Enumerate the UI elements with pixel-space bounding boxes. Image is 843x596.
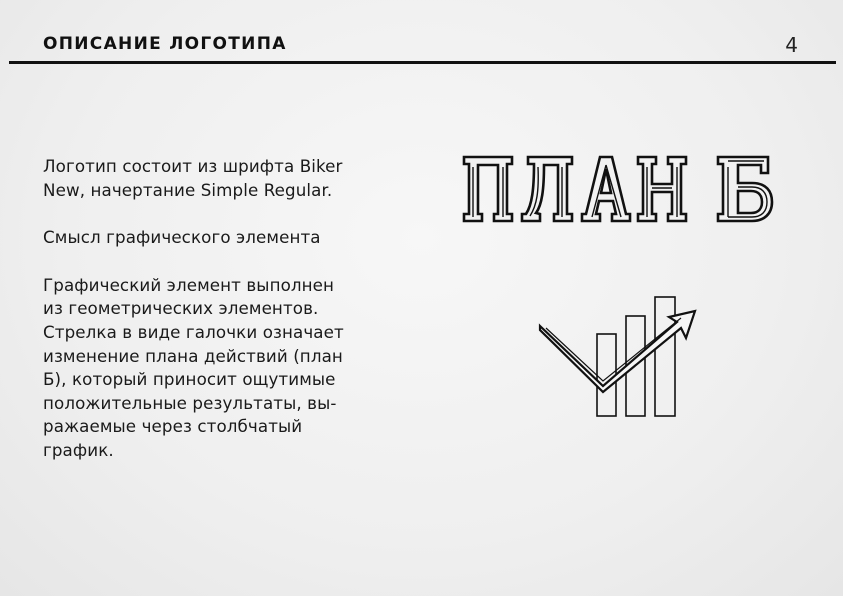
font-info-line-1: Логотип состоит из шрифта Biker xyxy=(43,156,343,176)
logo-wordmark xyxy=(462,155,774,223)
description-line: Стрелка в виде галочки означает xyxy=(43,321,344,342)
description-line: график. xyxy=(43,439,114,460)
checkmark-arrow-bar-chart-icon xyxy=(537,290,702,422)
description-line: Графический элемент выполнен xyxy=(43,274,335,295)
header-divider xyxy=(9,61,836,64)
description-line: положительные результаты, вы- xyxy=(43,392,337,413)
font-info-paragraph xyxy=(43,155,433,202)
description-line: из геометрических элементов. xyxy=(43,298,319,319)
logo-description xyxy=(43,155,433,487)
bar-3 xyxy=(655,297,675,416)
description-line: Б), который приносит ощутимые xyxy=(43,369,336,390)
description-line: изменение плана действий (план xyxy=(43,345,343,366)
check-arrow-outline xyxy=(540,311,695,392)
page-title: ОПИСАНИЕ ЛОГОТИПА xyxy=(43,34,287,54)
font-info-line-2: New, начертание Simple Regular. xyxy=(43,179,333,200)
meaning-paragraph xyxy=(43,274,433,463)
meaning-heading: Смысл графического элемента xyxy=(43,227,321,248)
bar-1 xyxy=(597,334,616,416)
page-number: 4 xyxy=(785,33,798,57)
description-line: ражаемые через столбчатый xyxy=(43,416,303,437)
